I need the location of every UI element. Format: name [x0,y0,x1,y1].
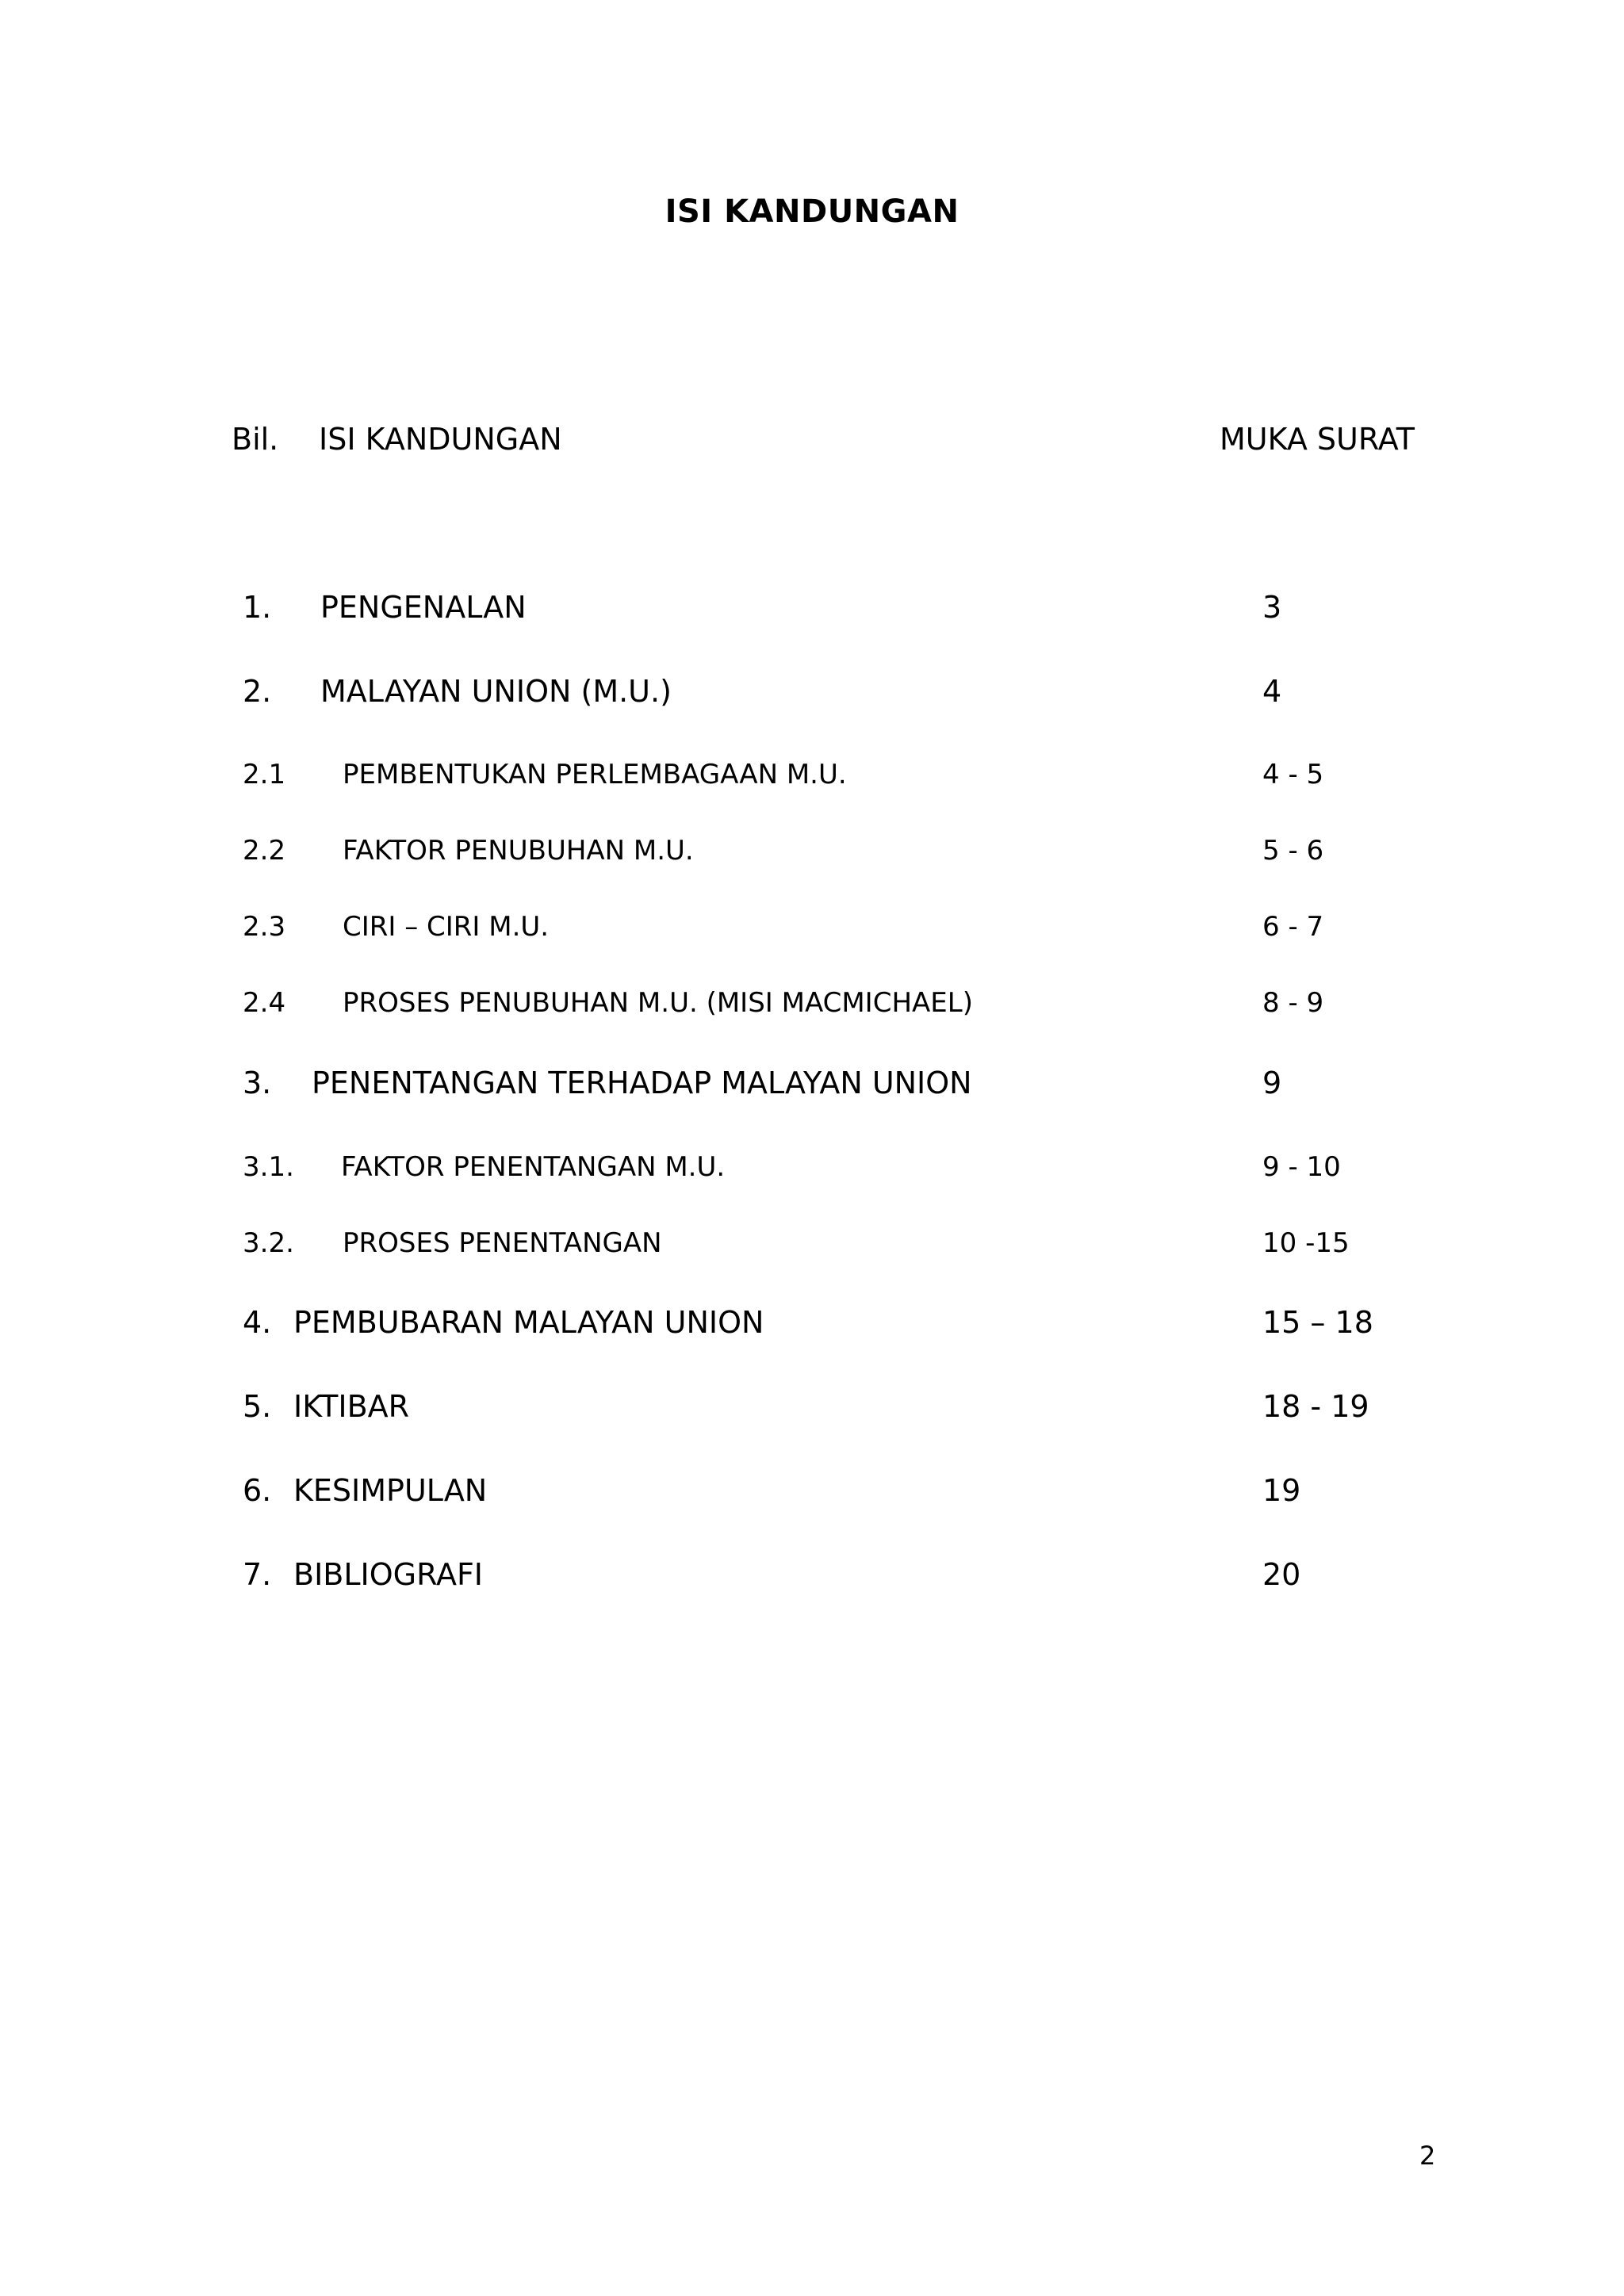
header-bil: Bil. [232,422,279,457]
toc-entry-label: PENENTANGAN TERHADAP MALAYAN UNION [312,1066,972,1100]
toc-entry-number: 3.2. [243,1227,294,1259]
toc-entry-number: 4. [243,1305,272,1340]
toc-entry-label: CIRI – CIRI M.U. [343,911,550,943]
page-number: 2 [1419,2141,1436,2171]
toc-entry-page: 4 [1262,674,1282,709]
toc-entry-label: KESIMPULAN [293,1473,488,1508]
toc-entry-page: 20 [1262,1557,1301,1592]
toc-entry-page: 3 [1262,590,1282,625]
toc-entry-number: 2.3 [243,911,286,943]
toc-entry-label: PEMBUBARAN MALAYAN UNION [293,1305,764,1340]
toc-entry-label: FAKTOR PENUBUHAN M.U. [343,835,694,867]
toc-entry-label: PROSES PENENTANGAN [343,1227,662,1259]
toc-entry-page: 5 - 6 [1262,835,1324,867]
toc-entry-number: 2.2 [243,835,286,867]
toc-entry-page: 9 - 10 [1262,1151,1341,1183]
page-title: ISI KANDUNGAN [665,193,959,230]
toc-entry-page: 9 [1262,1066,1282,1100]
toc-entry-page: 8 - 9 [1262,987,1324,1019]
toc-entry-page: 6 - 7 [1262,911,1324,943]
toc-entry-number: 3.1. [243,1151,294,1183]
toc-entry-number: 2.1 [243,759,286,790]
toc-entry-page: 19 [1262,1473,1301,1508]
toc-entry-number: 1. [243,590,272,625]
toc-entry-label: MALAYAN UNION (M.U.) [320,674,672,709]
toc-entry-page: 18 - 19 [1262,1389,1369,1424]
toc-entry-page: 4 - 5 [1262,759,1324,790]
toc-entry-label: PEMBENTUKAN PERLEMBAGAAN M.U. [343,759,847,790]
toc-entry-page: 10 -15 [1262,1227,1350,1259]
toc-entry-label: PROSES PENUBUHAN M.U. (MISI MACMICHAEL) [343,987,973,1019]
toc-entry-number: 5. [243,1389,272,1424]
toc-entry-number: 7. [243,1557,272,1592]
toc-entry-number: 6. [243,1473,272,1508]
toc-entry-label: FAKTOR PENENTANGAN M.U. [341,1151,726,1183]
toc-entry-label: BIBLIOGRAFI [293,1557,484,1592]
toc-entry-page: 15 – 18 [1262,1305,1373,1340]
toc-entry-label: PENGENALAN [320,590,527,625]
header-isi-kandungan: ISI KANDUNGAN [319,422,562,457]
toc-entry-number: 3. [243,1066,272,1100]
toc-entry-number: 2.4 [243,987,286,1019]
header-muka-surat: MUKA SURAT [1220,422,1415,457]
toc-entry-number: 2. [243,674,272,709]
toc-entry-label: IKTIBAR [293,1389,410,1424]
